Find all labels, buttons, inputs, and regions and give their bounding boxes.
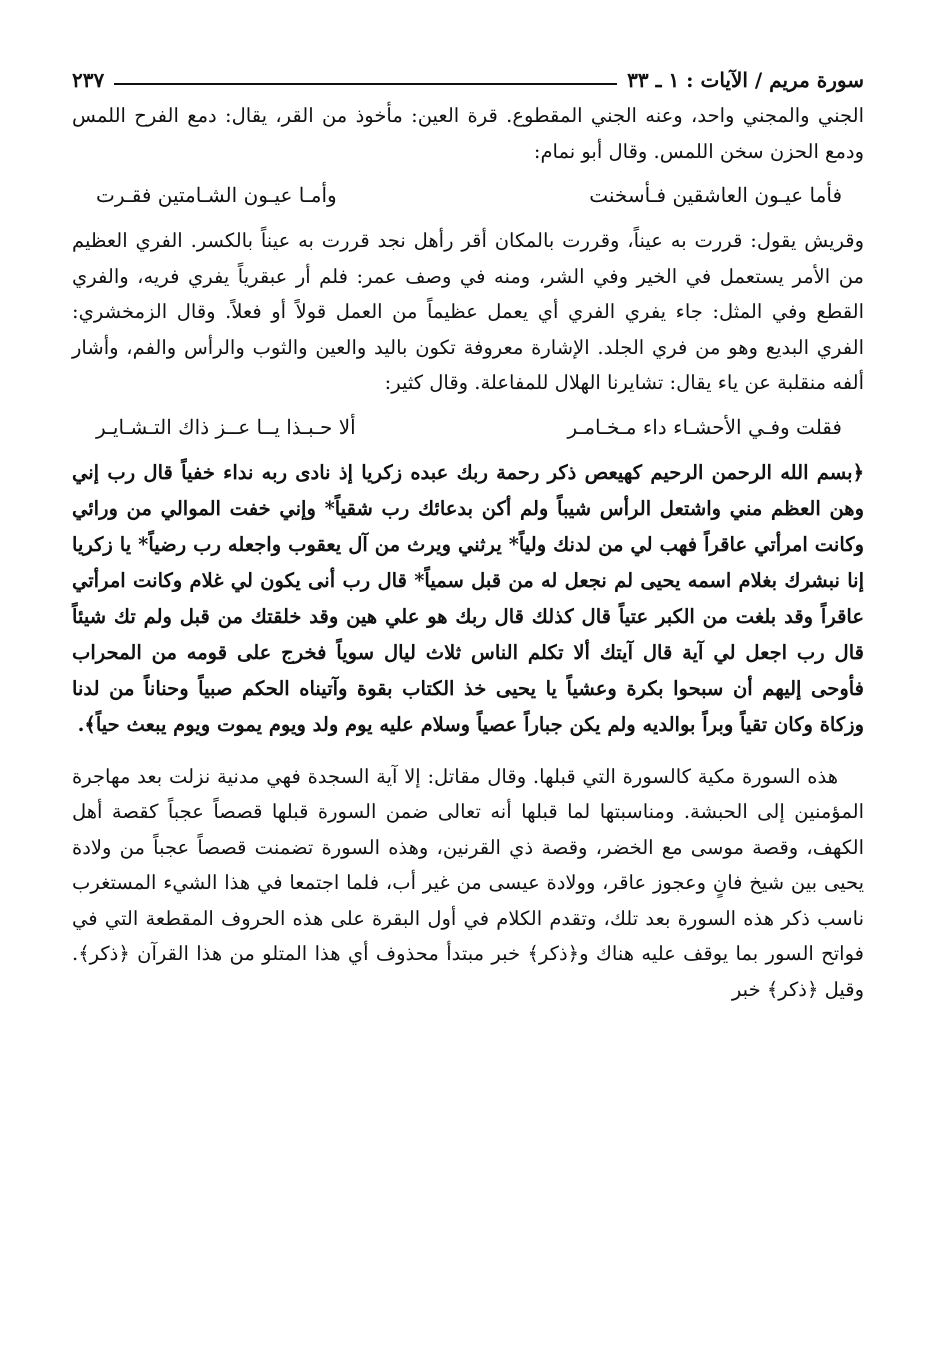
paragraph-1: الجني والمجني واحد، وعنه الجني المقطوع. قرة العين: مأخوذ من القر، يقال: دمع الفرح اللمس ودمع الحزن سخن اللمس. وقال أبو نمام: [72,104,864,163]
page-header [72,62,864,98]
quran-passage: ﴿بسم الله الرحمن الرحيم كهيعص ذكر رحمة ربك عبده زكريا إذ نادى ربه نداء خفياً قال رب إني وهن العظم مني واشتعل الرأس شيباً ولم أكن بدعائك رب شقياً* وإني خفت الموالي من ورائي وكانت امرأتي عاقراً فهب لي من لدنك ولياً* يرثني ويرث من آل يعقوب واجعله رب رضياً* يا زكريا إنا نبشرك بغلام اسمه يحيى لم نجعل له من قبل سمياً* قال رب أنى يكون لي غلام وكانت امرأتي عاقراً وقد بلغت من الكبر عتياً قال كذلك قال ربك هو علي هين وقد خلقتك من قبل ولم تك شيئاً قال رب اجعل لي آية قال آيتك ألا تكلم الناس ثلاث ليال سوياً فخرج على قومه من المحراب فأوحى إليهم أن سبحوا بكرة وعشياً يا يحيى خذ الكتاب بقوة وآتيناه الحكم صبياً وحناناً من لدنا وزكاة وكان تقياً وبراً بوالديه ولم يكن جباراً عصياً وسلام عليه يوم ولد ويوم يموت ويوم يبعث حياً﴾. [72,460,864,736]
poem-1-first-hemistich: فأما عيـون العاشقين فـأسخنت [589,183,842,207]
paragraph-2: وقريش يقول: قررت به عيناً، وقررت بالمكان أقر رأهل نجد قررت به عيناً بالكسر. الفري العظيم من الأمر يستعمل في الخير وفي الشر، ومنه في وصف عمر: فلم أر عبقرياً يفري فريه، والفري القطع وفي المثل: جاء يفري الفري أي يعمل عظيماً من العمل قولاً أو فعلاً. وقال الزمخشري: الفري البديع وهو من فري الجلد. الإشارة معروفة تكون باليد والعين والثوب والرأس والفم، وأشار ألفه منقلبة عن ياء يقال: تشايرنا الهلال للمفاعلة. وقال كثير: [72,229,864,394]
poem-verse-1 [72,175,864,215]
book-page [72,62,864,1262]
poem-2-first-hemistich: فقلت وفـي الأحشـاء داء مـخـامـر [567,414,842,439]
header-rule [114,83,617,85]
paragraph-3: هذه السورة مكية كالسورة التي قبلها. وقال مقاتل: إلا آية السجدة فهي مدنية نزلت بعد مهاجرة المؤمنين إلى الحبشة. ومناسبتها لما قبلها أنه تعالى ضمن السورة قبلها قصصاً عجباً كقصة أهل الكهف، وقصة موسى مع الخضر، وقصة ذي القرنين، وهذه السورة تضمنت قصصاً عجباً من ولادة يحيى بين شيخ فانٍ وعجوز عاقر، وولادة عيسى من غير أب، فلما اجتمعا في هذا الشيء المستغرب ناسب ذكر هذه السورة بعد تلك، وتقدم الكلام في أول البقرة على هذه الحروف المقطعة التي في فواتح السور بما يوقف عليه هناك و﴿ذكر﴾ خبر مبتدأ محذوف أي هذا المتلو من هذا القرآن ﴿ذكر﴾. وقيل ﴿ذكر﴾ خبر [72,764,864,1001]
poem-1-second-hemistich: وأمـا عيـون الشـامتين فقـرت [96,183,337,207]
running-title: سورة مريم / الآيات : ١ ـ ٣٣ [627,68,864,92]
page-number: ٢٣٧ [72,68,105,92]
poem-2-second-hemistich: ألا حـبـذا يــا عــز ذاك التـشـايـر [96,414,356,439]
poem-verse-2 [72,407,864,447]
spacer [72,743,864,759]
